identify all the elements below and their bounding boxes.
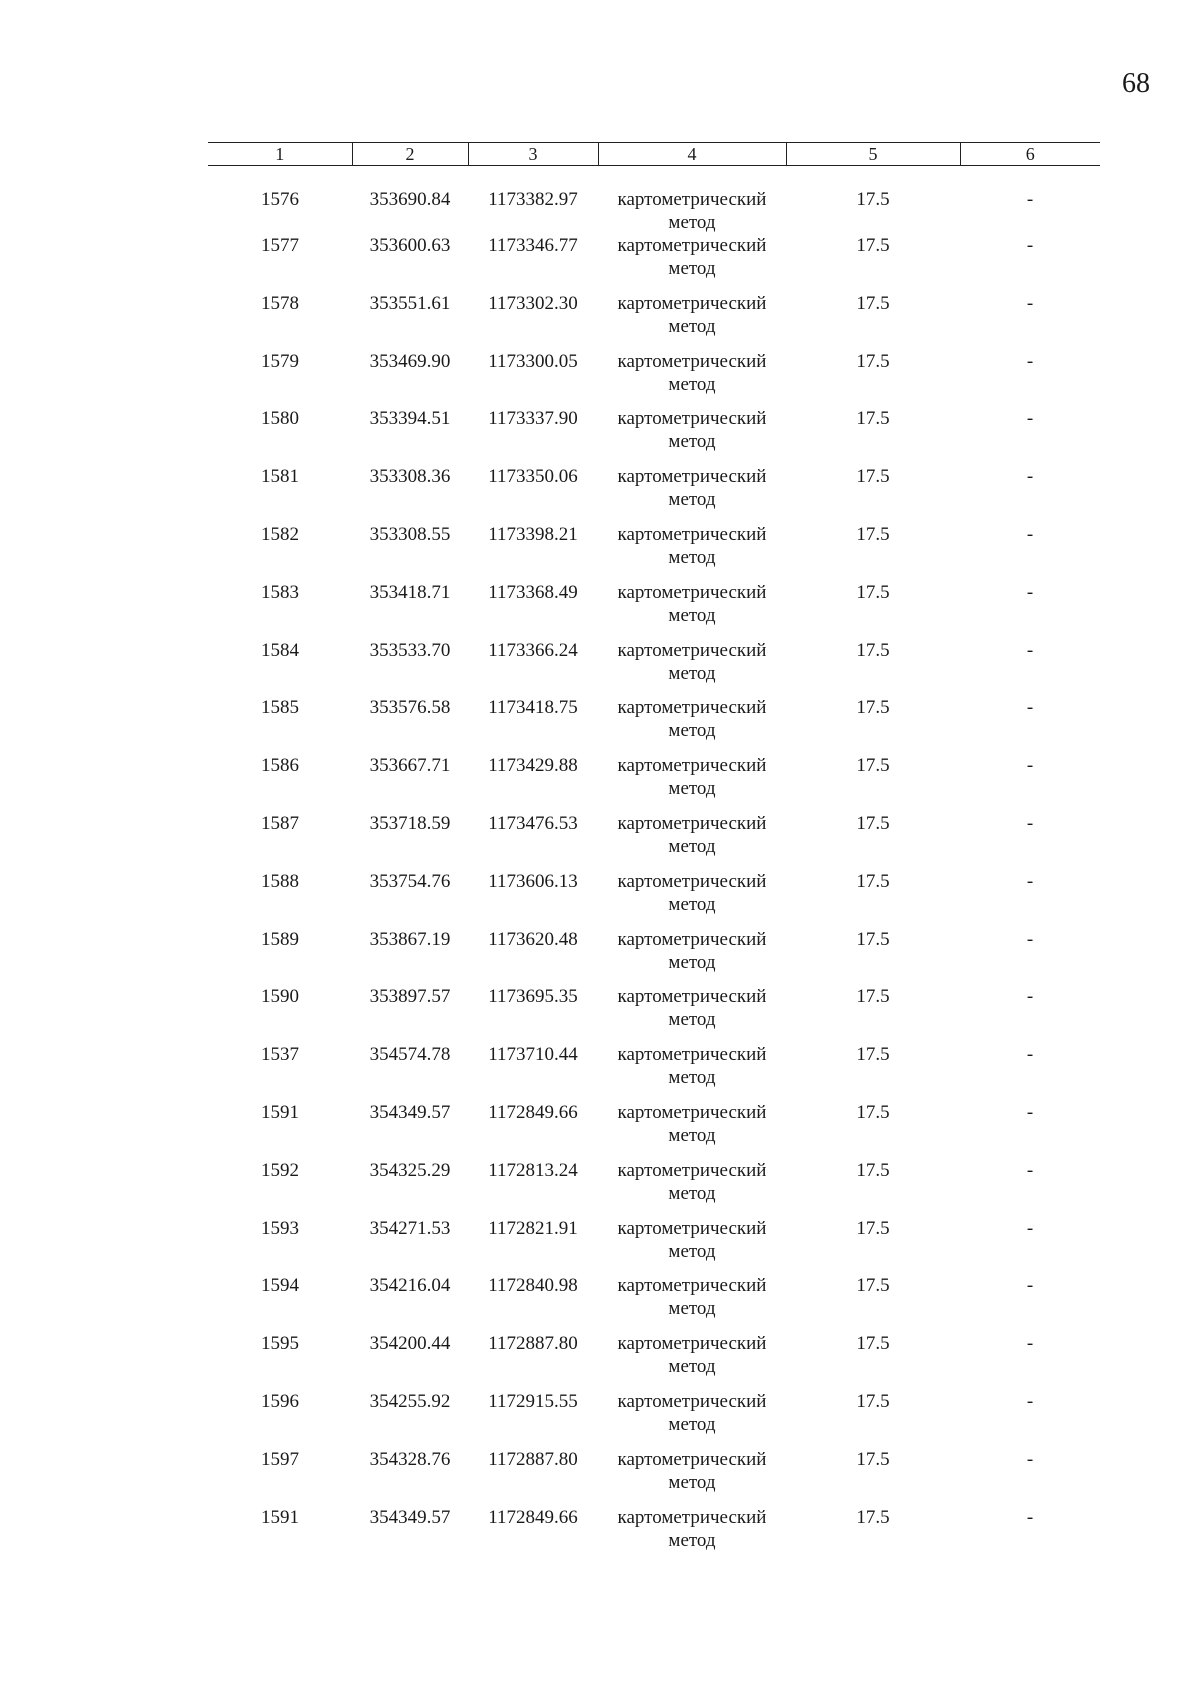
method-line-2: метод — [668, 258, 716, 279]
method-cell — [598, 1159, 786, 1217]
method-line-2: метод — [668, 489, 716, 511]
point-number-cell: 1596 — [261, 1390, 299, 1412]
note-cell: - — [1026, 1044, 1034, 1066]
method-cell — [598, 234, 786, 292]
method-line-1: картометрический — [617, 1275, 767, 1297]
method-line-1: картометрический — [617, 1044, 767, 1066]
table-row — [208, 523, 1100, 581]
method-cell — [598, 292, 786, 350]
x-coordinate-cell: 353394.51 — [369, 408, 451, 430]
point-number-cell: 1590 — [261, 986, 299, 1008]
method-line-2: метод — [668, 604, 716, 626]
method-line-1: картометрический — [617, 350, 767, 372]
accuracy-cell: 17.5 — [856, 870, 890, 892]
note-cell: - — [1026, 1506, 1034, 1528]
table-row — [208, 754, 1100, 812]
method-cell — [598, 581, 786, 639]
method-line-2: метод — [668, 951, 716, 973]
method-cell — [598, 523, 786, 581]
header-col-3: 3 — [468, 143, 598, 166]
header-col-1: 1 — [208, 143, 352, 166]
note-cell: - — [1026, 986, 1034, 1008]
y-coordinate-cell: 1173300.05 — [488, 350, 578, 372]
y-coordinate-cell: 1173366.24 — [488, 639, 578, 661]
point-number-cell: 1582 — [261, 523, 299, 545]
method-line-2: метод — [668, 720, 716, 742]
note-cell: - — [1026, 1390, 1034, 1412]
method-cell — [598, 166, 786, 235]
x-coordinate-cell: 353867.19 — [369, 928, 451, 950]
y-coordinate-cell: 1173350.06 — [488, 466, 578, 488]
accuracy-cell: 17.5 — [856, 581, 890, 603]
method-cell — [598, 639, 786, 697]
x-coordinate-cell: 354200.44 — [369, 1333, 451, 1355]
method-cell — [598, 1332, 786, 1390]
method-cell — [598, 465, 786, 523]
method-line-2: метод — [668, 835, 716, 857]
page-number: 68 — [1122, 68, 1150, 99]
y-coordinate-cell: 1172813.24 — [488, 1159, 578, 1181]
table-row — [208, 166, 1100, 235]
method-cell — [598, 350, 786, 408]
method-cell — [598, 870, 786, 928]
method-line-1: картометрический — [617, 292, 767, 314]
note-cell: - — [1026, 408, 1034, 430]
method-line-1: картометрический — [617, 1159, 767, 1181]
method-cell — [598, 1043, 786, 1101]
method-cell — [598, 1448, 786, 1506]
accuracy-cell: 17.5 — [856, 1506, 890, 1528]
y-coordinate-cell: 1173429.88 — [488, 755, 578, 777]
method-line-1: картометрический — [617, 812, 767, 834]
table-row — [208, 1043, 1100, 1101]
accuracy-cell: 17.5 — [856, 189, 890, 210]
note-cell: - — [1026, 928, 1034, 950]
method-line-2: метод — [668, 1067, 716, 1089]
table-header — [208, 143, 1100, 166]
x-coordinate-cell: 354255.92 — [369, 1390, 451, 1412]
note-cell: - — [1026, 523, 1034, 545]
method-line-2: метод — [668, 1240, 716, 1262]
y-coordinate-cell: 1173346.77 — [488, 235, 578, 256]
method-line-1: картометрический — [617, 755, 767, 777]
note-cell: - — [1026, 235, 1034, 256]
method-line-2: метод — [668, 1009, 716, 1031]
x-coordinate-cell: 353469.90 — [369, 350, 451, 372]
x-coordinate-cell: 354325.29 — [369, 1159, 451, 1181]
y-coordinate-cell: 1173337.90 — [488, 408, 578, 430]
x-coordinate-cell: 354349.57 — [369, 1101, 451, 1123]
x-coordinate-cell: 353308.36 — [369, 466, 451, 488]
note-cell: - — [1026, 1333, 1034, 1355]
accuracy-cell: 17.5 — [856, 986, 890, 1008]
table-row — [208, 581, 1100, 639]
accuracy-cell: 17.5 — [856, 1044, 890, 1066]
accuracy-cell: 17.5 — [856, 235, 890, 256]
table-row — [208, 1274, 1100, 1332]
y-coordinate-cell: 1173302.30 — [488, 292, 578, 314]
x-coordinate-cell: 353576.58 — [369, 697, 451, 719]
method-line-2: метод — [668, 212, 716, 233]
header-col-4: 4 — [598, 143, 786, 166]
method-line-1: картометрический — [617, 235, 767, 256]
y-coordinate-cell: 1172849.66 — [488, 1101, 578, 1123]
table-row — [208, 465, 1100, 523]
y-coordinate-cell: 1173418.75 — [488, 697, 578, 719]
note-cell: - — [1026, 755, 1034, 777]
table-row — [208, 928, 1100, 986]
coordinates-table — [208, 142, 1100, 1563]
method-line-2: метод — [668, 662, 716, 684]
method-line-2: метод — [668, 1356, 716, 1378]
table-row — [208, 350, 1100, 408]
x-coordinate-cell: 353533.70 — [369, 639, 451, 661]
accuracy-cell: 17.5 — [856, 466, 890, 488]
table-row — [208, 1506, 1100, 1564]
header-col-5: 5 — [786, 143, 960, 166]
method-line-2: метод — [668, 1124, 716, 1146]
table-row — [208, 407, 1100, 465]
point-number-cell: 1591 — [261, 1101, 299, 1123]
table-row — [208, 1159, 1100, 1217]
method-line-2: метод — [668, 315, 716, 337]
method-line-2: метод — [668, 1182, 716, 1204]
note-cell: - — [1026, 189, 1034, 210]
y-coordinate-cell: 1173476.53 — [488, 812, 578, 834]
note-cell: - — [1026, 1159, 1034, 1181]
method-line-2: метод — [668, 546, 716, 568]
y-coordinate-cell: 1173620.48 — [488, 928, 578, 950]
table-row — [208, 1217, 1100, 1275]
table-row — [208, 1101, 1100, 1159]
method-line-1: картометрический — [617, 1448, 767, 1470]
x-coordinate-cell: 353600.63 — [369, 235, 451, 256]
table-row — [208, 696, 1100, 754]
x-coordinate-cell: 353308.55 — [369, 523, 451, 545]
note-cell: - — [1026, 350, 1034, 372]
x-coordinate-cell: 353551.61 — [369, 292, 451, 314]
x-coordinate-cell: 353690.84 — [369, 189, 451, 210]
accuracy-cell: 17.5 — [856, 697, 890, 719]
accuracy-cell: 17.5 — [856, 928, 890, 950]
x-coordinate-cell: 354328.76 — [369, 1448, 451, 1470]
method-line-1: картометрический — [617, 408, 767, 430]
table-row — [208, 1332, 1100, 1390]
point-number-cell: 1586 — [261, 755, 299, 777]
method-line-2: метод — [668, 1298, 716, 1320]
header-row — [208, 143, 1100, 166]
method-line-1: картометрический — [617, 1217, 767, 1239]
method-cell — [598, 1390, 786, 1448]
table-row — [208, 985, 1100, 1043]
method-line-1: картометрический — [617, 1333, 767, 1355]
point-number-cell: 1597 — [261, 1448, 299, 1470]
accuracy-cell: 17.5 — [856, 1101, 890, 1123]
note-cell: - — [1026, 639, 1034, 661]
note-cell: - — [1026, 697, 1034, 719]
x-coordinate-cell: 354349.57 — [369, 1506, 451, 1528]
y-coordinate-cell: 1173398.21 — [488, 523, 578, 545]
method-cell — [598, 928, 786, 986]
y-coordinate-cell: 1173695.35 — [488, 986, 578, 1008]
x-coordinate-cell: 354271.53 — [369, 1217, 451, 1239]
table-row — [208, 1448, 1100, 1506]
point-number-cell: 1589 — [261, 928, 299, 950]
x-coordinate-cell: 353418.71 — [369, 581, 451, 603]
method-line-1: картометрический — [617, 870, 767, 892]
method-line-2: метод — [668, 1529, 716, 1551]
x-coordinate-cell: 353897.57 — [369, 986, 451, 1008]
accuracy-cell: 17.5 — [856, 1159, 890, 1181]
point-number-cell: 1592 — [261, 1159, 299, 1181]
y-coordinate-cell: 1173382.97 — [488, 189, 578, 210]
note-cell: - — [1026, 1101, 1034, 1123]
y-coordinate-cell: 1172849.66 — [488, 1506, 578, 1528]
method-line-2: метод — [668, 1471, 716, 1493]
point-number-cell: 1594 — [261, 1275, 299, 1297]
method-line-1: картометрический — [617, 1506, 767, 1528]
accuracy-cell: 17.5 — [856, 1217, 890, 1239]
method-line-1: картометрический — [617, 986, 767, 1008]
accuracy-cell: 17.5 — [856, 292, 890, 314]
accuracy-cell: 17.5 — [856, 523, 890, 545]
method-line-1: картометрический — [617, 523, 767, 545]
method-cell — [598, 812, 786, 870]
accuracy-cell: 17.5 — [856, 639, 890, 661]
x-coordinate-cell: 353754.76 — [369, 870, 451, 892]
table-row — [208, 234, 1100, 292]
method-line-2: метод — [668, 431, 716, 453]
method-cell — [598, 407, 786, 465]
note-cell: - — [1026, 581, 1034, 603]
accuracy-cell: 17.5 — [856, 755, 890, 777]
x-coordinate-cell: 354574.78 — [369, 1044, 451, 1066]
point-number-cell: 1595 — [261, 1333, 299, 1355]
point-number-cell: 1581 — [261, 466, 299, 488]
method-cell — [598, 696, 786, 754]
table-row — [208, 812, 1100, 870]
table-row — [208, 870, 1100, 928]
note-cell: - — [1026, 1275, 1034, 1297]
y-coordinate-cell: 1173368.49 — [488, 581, 578, 603]
method-cell — [598, 1506, 786, 1564]
note-cell: - — [1026, 1217, 1034, 1239]
x-coordinate-cell: 354216.04 — [369, 1275, 451, 1297]
method-line-1: картометрический — [617, 639, 767, 661]
accuracy-cell: 17.5 — [856, 1333, 890, 1355]
y-coordinate-cell: 1172840.98 — [488, 1275, 578, 1297]
method-line-1: картометрический — [617, 1390, 767, 1412]
accuracy-cell: 17.5 — [856, 1448, 890, 1470]
method-line-2: метод — [668, 778, 716, 800]
note-cell: - — [1026, 466, 1034, 488]
point-number-cell: 1588 — [261, 870, 299, 892]
y-coordinate-cell: 1172821.91 — [488, 1217, 578, 1239]
table-row — [208, 292, 1100, 350]
point-number-cell: 1577 — [261, 235, 299, 256]
note-cell: - — [1026, 812, 1034, 834]
point-number-cell: 1584 — [261, 639, 299, 661]
x-coordinate-cell: 353718.59 — [369, 812, 451, 834]
y-coordinate-cell: 1172887.80 — [488, 1448, 578, 1470]
point-number-cell: 1576 — [261, 189, 299, 210]
header-col-2: 2 — [352, 143, 468, 166]
y-coordinate-cell: 1172887.80 — [488, 1333, 578, 1355]
note-cell: - — [1026, 292, 1034, 314]
table-row — [208, 1390, 1100, 1448]
table-row — [208, 639, 1100, 697]
method-line-2: метод — [668, 373, 716, 395]
x-coordinate-cell: 353667.71 — [369, 755, 451, 777]
point-number-cell: 1578 — [261, 292, 299, 314]
y-coordinate-cell: 1173710.44 — [488, 1044, 578, 1066]
method-line-2: метод — [668, 893, 716, 915]
method-cell — [598, 1101, 786, 1159]
method-line-1: картометрический — [617, 189, 767, 210]
method-line-1: картометрический — [617, 928, 767, 950]
note-cell: - — [1026, 870, 1034, 892]
method-line-1: картометрический — [617, 697, 767, 719]
point-number-cell: 1587 — [261, 812, 299, 834]
point-number-cell: 1585 — [261, 697, 299, 719]
accuracy-cell: 17.5 — [856, 1390, 890, 1412]
header-col-6: 6 — [960, 143, 1100, 166]
accuracy-cell: 17.5 — [856, 812, 890, 834]
point-number-cell: 1537 — [261, 1044, 299, 1066]
y-coordinate-cell: 1172915.55 — [488, 1390, 578, 1412]
note-cell: - — [1026, 1448, 1034, 1470]
table-body — [208, 166, 1100, 1564]
method-line-1: картометрический — [617, 466, 767, 488]
method-cell — [598, 754, 786, 812]
accuracy-cell: 17.5 — [856, 350, 890, 372]
point-number-cell: 1583 — [261, 581, 299, 603]
accuracy-cell: 17.5 — [856, 408, 890, 430]
point-number-cell: 1579 — [261, 350, 299, 372]
method-line-1: картометрический — [617, 1101, 767, 1123]
method-cell — [598, 1274, 786, 1332]
method-cell — [598, 1217, 786, 1275]
method-line-1: картометрический — [617, 581, 767, 603]
method-cell — [598, 985, 786, 1043]
accuracy-cell: 17.5 — [856, 1275, 890, 1297]
y-coordinate-cell: 1173606.13 — [488, 870, 578, 892]
point-number-cell: 1580 — [261, 408, 299, 430]
method-line-2: метод — [668, 1413, 716, 1435]
point-number-cell: 1591 — [261, 1506, 299, 1528]
point-number-cell: 1593 — [261, 1217, 299, 1239]
